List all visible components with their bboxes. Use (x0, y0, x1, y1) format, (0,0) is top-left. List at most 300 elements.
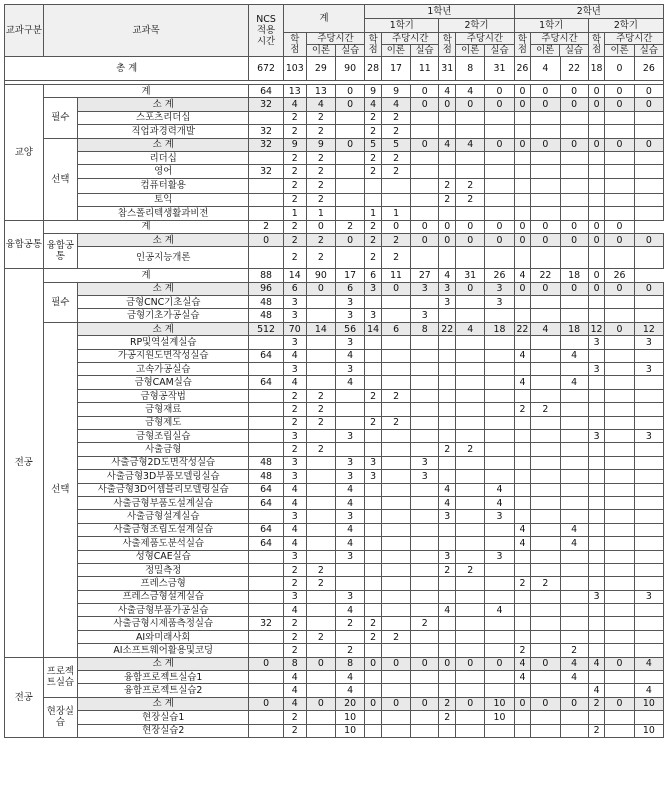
year1-header: 1학년 (365, 5, 514, 19)
cell-value (456, 617, 485, 630)
cell-value (439, 671, 456, 684)
cell-value (531, 644, 560, 657)
cell-value (634, 389, 663, 402)
subtotal-row (5, 282, 664, 295)
credit-label: 학점 (290, 33, 300, 55)
cell-value: 4 (514, 269, 531, 282)
cell-value (381, 193, 410, 206)
cell-value (634, 443, 663, 456)
cell-value: 3 (485, 550, 514, 563)
cell-value: 0 (605, 282, 634, 295)
cell-value (456, 336, 485, 349)
cell-value: 3 (365, 456, 382, 469)
subject-row (5, 111, 664, 124)
cell-value (249, 111, 283, 124)
cell-value: 22 (514, 322, 531, 335)
cell-value (514, 630, 531, 643)
cell-value: 2 (283, 247, 306, 269)
cell-value: 0 (605, 233, 634, 246)
subject-name: 고속가공실습 (78, 363, 249, 376)
cell-value (411, 389, 439, 402)
cell-value (588, 193, 605, 206)
cell-value: 3 (588, 363, 605, 376)
cell-value (381, 178, 410, 193)
subject-row (5, 349, 664, 362)
cell-value: 2 (365, 125, 382, 138)
cell-value: 4 (335, 523, 364, 536)
cell-value (514, 550, 531, 563)
cell-value (411, 111, 439, 124)
cell-value (531, 563, 560, 576)
cell-value: 18 (588, 57, 605, 81)
subject-name: 사출금형3D부품모델링실습 (78, 470, 249, 483)
cell-value (456, 684, 485, 697)
subject-row (5, 165, 664, 178)
subtotal-row (5, 98, 664, 111)
cell-value: 0 (249, 233, 283, 246)
cell-value (634, 456, 663, 469)
cell-value (456, 416, 485, 429)
cell-value: 3 (411, 456, 439, 469)
credit-label: 학점 (517, 33, 527, 55)
subcategory-cell: 현장실습 (43, 697, 77, 737)
cell-value: 0 (514, 138, 531, 151)
cell-value (456, 711, 485, 724)
cell-value: 0 (439, 220, 456, 233)
cell-value (514, 309, 531, 322)
cell-value (634, 193, 663, 206)
cell-value (365, 684, 382, 697)
subject-name: 사출제품도분석실습 (78, 537, 249, 550)
subject-row (5, 604, 664, 617)
cell-value: 10 (335, 711, 364, 724)
cell-value (634, 296, 663, 309)
cell-value: 0 (531, 282, 560, 295)
cell-value: 2 (283, 443, 306, 456)
grand-total-row (5, 57, 664, 81)
cell-value (365, 349, 382, 362)
cell-value: 4 (283, 671, 306, 684)
cell-value: 2 (381, 165, 410, 178)
cell-value (485, 537, 514, 550)
cell-value (605, 389, 634, 402)
cell-value: 3 (335, 309, 364, 322)
cell-value (306, 644, 335, 657)
cell-value (605, 193, 634, 206)
cell-value (560, 178, 588, 193)
cell-value: 2 (439, 193, 456, 206)
cell-value (411, 523, 439, 536)
cell-value (381, 336, 410, 349)
cell-value (411, 577, 439, 590)
cell-value (531, 376, 560, 389)
subject-row (5, 247, 664, 269)
cell-value (560, 247, 588, 269)
cell-value (588, 671, 605, 684)
subject-row (5, 724, 664, 737)
subject-name: RP및역설계실습 (78, 336, 249, 349)
cell-value (531, 724, 560, 737)
cell-value (634, 644, 663, 657)
cell-value: 12 (634, 322, 663, 335)
cell-value: 0 (411, 233, 439, 246)
cell-value (514, 443, 531, 456)
cell-value (306, 684, 335, 697)
cell-value: 512 (249, 322, 283, 335)
cell-value (605, 456, 634, 469)
cell-value (365, 724, 382, 737)
cell-value: 2 (283, 617, 306, 630)
cell-value (485, 429, 514, 442)
cell-value (249, 684, 283, 697)
cell-value: 4 (335, 376, 364, 389)
cell-value (560, 389, 588, 402)
cell-value (439, 151, 456, 164)
cell-value (365, 711, 382, 724)
cell-value (485, 363, 514, 376)
cell-value: 20 (335, 697, 364, 710)
cell-value (456, 456, 485, 469)
cell-value (514, 125, 531, 138)
cell-value (381, 617, 410, 630)
cell-value: 3 (485, 296, 514, 309)
cell-value (634, 111, 663, 124)
total-row (5, 269, 664, 282)
subject-row (5, 563, 664, 576)
cell-value (249, 577, 283, 590)
cell-value: 2 (306, 178, 335, 193)
cell-value: 2 (306, 165, 335, 178)
cell-value (365, 644, 382, 657)
cell-value (588, 309, 605, 322)
cell-value: 0 (485, 657, 514, 670)
cell-value: 4 (283, 349, 306, 362)
credit-header (514, 33, 531, 57)
cell-value (381, 711, 410, 724)
cell-value: 0 (335, 233, 364, 246)
total-label: 계 (43, 220, 249, 233)
cell-value (306, 523, 335, 536)
cell-value: 11 (411, 57, 439, 81)
cell-value (381, 523, 410, 536)
total-row (5, 220, 664, 233)
cell-value (249, 389, 283, 402)
cell-value: 0 (560, 233, 588, 246)
cell-value (249, 193, 283, 206)
cell-value: 0 (531, 220, 560, 233)
cell-value: 0 (634, 233, 663, 246)
subject-name: 프레스금형설계실습 (78, 590, 249, 603)
cell-value (531, 296, 560, 309)
cell-value (439, 309, 456, 322)
cell-value (531, 470, 560, 483)
cell-value: 64 (249, 349, 283, 362)
cell-value: 9 (283, 138, 306, 151)
cell-value (456, 550, 485, 563)
weekly-subcols (531, 45, 587, 56)
cell-value (249, 429, 283, 442)
cell-value (588, 617, 605, 630)
cell-value: 2 (283, 563, 306, 576)
cell-value (605, 403, 634, 416)
subject-row (5, 207, 664, 220)
cell-value (439, 389, 456, 402)
cell-value: 2 (306, 443, 335, 456)
category-header: 교과구분 (5, 5, 44, 57)
cell-value: 4 (283, 684, 306, 697)
cell-value: 32 (249, 165, 283, 178)
cell-value (605, 443, 634, 456)
cell-value: 0 (411, 98, 439, 111)
cell-value: 4 (439, 85, 456, 98)
subject-name: 스포츠리더십 (78, 111, 249, 124)
cell-value (531, 151, 560, 164)
subject-row (5, 537, 664, 550)
cell-value (560, 483, 588, 496)
cell-value (531, 207, 560, 220)
cell-value (411, 630, 439, 643)
subject-row (5, 336, 664, 349)
cell-value: 32 (249, 125, 283, 138)
cell-value (335, 207, 364, 220)
cell-value (531, 456, 560, 469)
cell-value: 2 (381, 630, 410, 643)
cell-value (411, 644, 439, 657)
subject-name: 융합프로젝트실습2 (78, 684, 249, 697)
cell-value (588, 483, 605, 496)
cell-value: 4 (283, 537, 306, 550)
cell-value (485, 207, 514, 220)
theory-label: 이론 (456, 45, 485, 56)
cell-value: 3 (588, 590, 605, 603)
cell-value (588, 443, 605, 456)
cell-value: 2 (365, 233, 382, 246)
subtotal-label: 소 계 (78, 322, 249, 335)
cell-value (485, 443, 514, 456)
cell-value: 0 (531, 697, 560, 710)
cell-value (456, 125, 485, 138)
cell-value: 4 (439, 483, 456, 496)
cell-value: 2 (365, 247, 382, 269)
cell-value: 0 (381, 220, 410, 233)
cell-value (456, 577, 485, 590)
cell-value (485, 630, 514, 643)
cell-value: 2 (306, 193, 335, 206)
cell-value: 18 (485, 322, 514, 335)
cell-value: 0 (485, 233, 514, 246)
cell-value: 3 (588, 336, 605, 349)
cell-value: 0 (381, 282, 410, 295)
cell-value (485, 376, 514, 389)
cell-value (381, 363, 410, 376)
subtotal-row (5, 322, 664, 335)
subject-row (5, 617, 664, 630)
y2-sem2-header: 2학기 (588, 19, 663, 33)
cell-value (306, 537, 335, 550)
subcategory-cell: 필수 (43, 98, 77, 138)
cell-value: 2 (283, 178, 306, 193)
cell-value (365, 496, 382, 509)
cell-value (605, 309, 634, 322)
cell-value: 4 (588, 684, 605, 697)
cell-value (411, 403, 439, 416)
cell-value (605, 296, 634, 309)
cell-value (306, 429, 335, 442)
cell-value: 4 (514, 657, 531, 670)
cell-value (588, 563, 605, 576)
cell-value (634, 577, 663, 590)
cell-value (485, 416, 514, 429)
cell-value (588, 349, 605, 362)
cell-value: 0 (588, 98, 605, 111)
cell-value: 0 (588, 138, 605, 151)
cell-value (531, 590, 560, 603)
cell-value (456, 111, 485, 124)
cell-value (439, 617, 456, 630)
cell-value (560, 207, 588, 220)
cell-value (335, 403, 364, 416)
cell-value: 2 (306, 630, 335, 643)
subject-name: 프레스금형 (78, 577, 249, 590)
cell-value: 2 (335, 644, 364, 657)
cell-value: 0 (514, 282, 531, 295)
cell-value (456, 207, 485, 220)
cell-value (381, 671, 410, 684)
category-cell: 융합공통 (5, 220, 44, 269)
cell-value (634, 416, 663, 429)
cell-value: 2 (365, 111, 382, 124)
cell-value: 26 (605, 269, 634, 282)
cell-value (439, 336, 456, 349)
cell-value: 0 (514, 220, 531, 233)
cell-value: 0 (634, 98, 663, 111)
weekly-label: 주당시간 (456, 33, 514, 45)
cell-value: 2 (456, 443, 485, 456)
cell-value: 3 (439, 282, 456, 295)
weekly-subcols (456, 45, 514, 56)
cell-value (411, 724, 439, 737)
cell-value: 4 (335, 671, 364, 684)
cell-value: 1 (381, 207, 410, 220)
cell-value (560, 429, 588, 442)
cell-value: 0 (560, 220, 588, 233)
cell-value: 0 (634, 282, 663, 295)
cell-value (588, 523, 605, 536)
cell-value (411, 711, 439, 724)
cell-value (514, 496, 531, 509)
cell-value (634, 151, 663, 164)
cell-value (306, 483, 335, 496)
cell-value (456, 403, 485, 416)
cell-value (605, 363, 634, 376)
cell-value (381, 483, 410, 496)
grand-total-label: 총 계 (5, 57, 249, 81)
cell-value (605, 349, 634, 362)
cell-value (249, 207, 283, 220)
cell-value: 4 (439, 138, 456, 151)
cell-value (605, 604, 634, 617)
cell-value: 2 (306, 111, 335, 124)
cell-value (306, 590, 335, 603)
cell-value (560, 711, 588, 724)
cell-value: 4 (439, 604, 456, 617)
cell-value (531, 247, 560, 269)
cell-value (588, 111, 605, 124)
cell-value (531, 309, 560, 322)
cell-value (411, 349, 439, 362)
cell-value (514, 456, 531, 469)
cell-value: 2 (588, 724, 605, 737)
cell-value: 3 (365, 470, 382, 483)
cell-value (605, 550, 634, 563)
cell-value (456, 510, 485, 523)
cell-value: 0 (439, 98, 456, 111)
cell-value: 9 (306, 138, 335, 151)
cell-value: 0 (634, 85, 663, 98)
cell-value (306, 336, 335, 349)
cell-value: 2 (283, 644, 306, 657)
cell-value (514, 617, 531, 630)
cell-value: 0 (531, 98, 560, 111)
cell-value (588, 577, 605, 590)
cell-value (588, 604, 605, 617)
cell-value (634, 349, 663, 362)
practice-label: 실습 (415, 45, 434, 56)
cell-value (249, 724, 283, 737)
cell-value (249, 510, 283, 523)
subject-name: 금형제도 (78, 416, 249, 429)
cell-value: 2 (283, 416, 306, 429)
weekly-header (531, 33, 588, 57)
cell-value (439, 429, 456, 442)
cell-value: 2 (306, 151, 335, 164)
cell-value: 22 (439, 322, 456, 335)
cell-value (456, 523, 485, 536)
subject-row (5, 550, 664, 563)
cell-value: 0 (588, 269, 605, 282)
cell-value (456, 537, 485, 550)
cell-value: 0 (605, 138, 634, 151)
cell-value (411, 537, 439, 550)
cell-value: 2 (531, 403, 560, 416)
cell-value (381, 590, 410, 603)
category-cell: 교양 (5, 85, 44, 221)
cell-value: 3 (283, 429, 306, 442)
cell-value: 3 (634, 363, 663, 376)
cell-value: 4 (531, 322, 560, 335)
cell-value: 26 (514, 57, 531, 81)
cell-value (560, 165, 588, 178)
cell-value (485, 577, 514, 590)
cell-value (634, 523, 663, 536)
cell-value (634, 550, 663, 563)
subject-row (5, 684, 664, 697)
cell-value: 0 (249, 657, 283, 670)
total-label: 계 (43, 269, 249, 282)
subject-name: 사출금형시제품측정실습 (78, 617, 249, 630)
cell-value: 0 (485, 138, 514, 151)
cell-value: 0 (411, 138, 439, 151)
cell-value: 2 (439, 443, 456, 456)
cell-value: 0 (365, 657, 382, 670)
cell-value (335, 111, 364, 124)
ncs-hours-header: NCS 적용 시간 (249, 5, 283, 57)
cell-value: 2 (381, 125, 410, 138)
cell-value (381, 496, 410, 509)
cell-value: 3 (335, 470, 364, 483)
practice-label: 실습 (490, 45, 509, 56)
cell-value (381, 443, 410, 456)
